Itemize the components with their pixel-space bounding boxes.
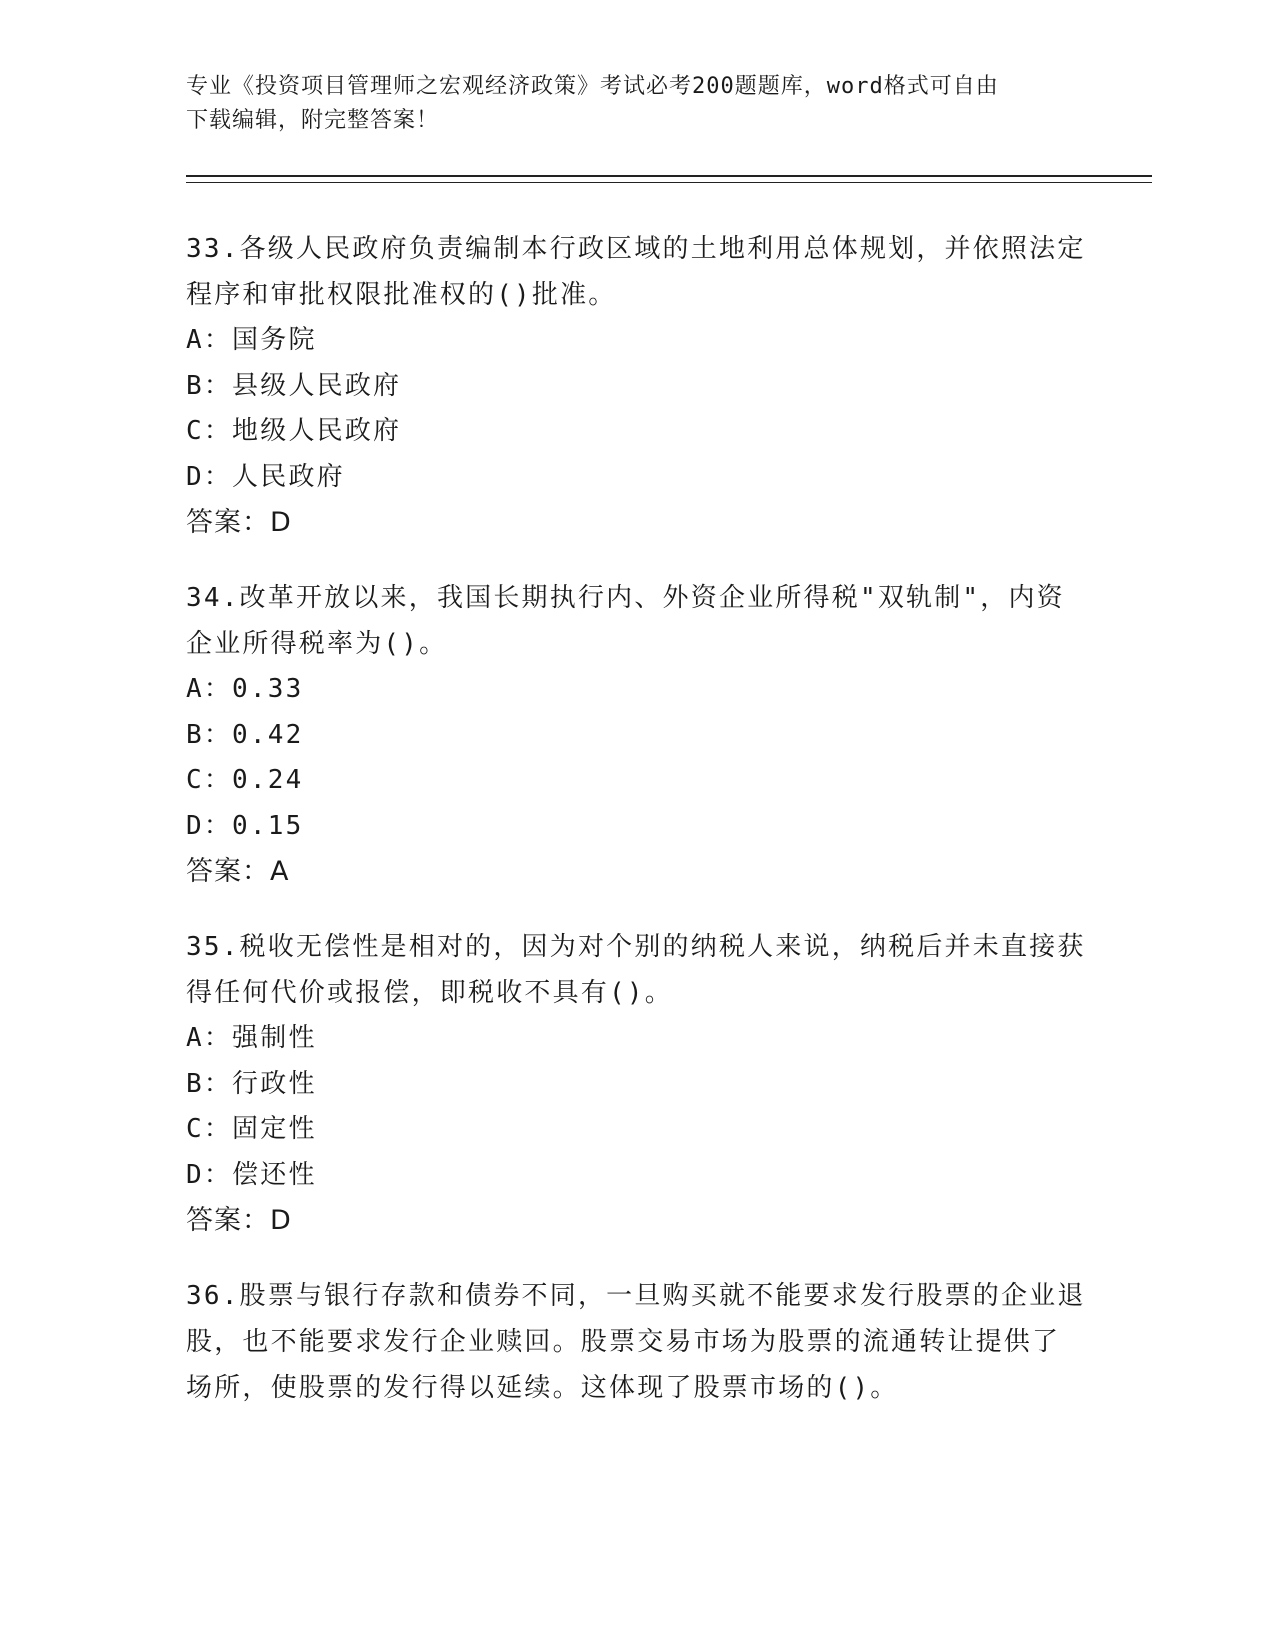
- question-33: [186, 226, 1086, 545]
- answer: 答案：D: [186, 507, 292, 538]
- question-text: 34.改革开放以来，我国长期执行内、外资企业所得税"双轨制"，内资企业所得税率为()。: [186, 583, 1065, 659]
- header-divider-thin: [186, 182, 1152, 183]
- option-b: B：行政性: [186, 1068, 317, 1099]
- option-d: D：偿还性: [186, 1159, 317, 1190]
- option-c: C：0.24: [186, 765, 304, 795]
- answer: 答案：A: [186, 856, 290, 887]
- option-a: A：0.33: [186, 674, 304, 704]
- question-text: 36.股票与银行存款和债券不同，一旦购买就不能要求发行股票的企业退股，也不能要求发行企业赎回。股票交易市场为股票的流通转让提供了场所，使股票的发行得以延续。这体现了股票市场的()。: [186, 1281, 1086, 1403]
- option-d: D：0.15: [186, 810, 304, 841]
- document-header: [186, 70, 1066, 138]
- header-line-1: 专业《投资项目管理师之宏观经济政策》考试必考200题题库，word格式可自由: [186, 74, 999, 99]
- header-divider-thick: [186, 175, 1152, 177]
- option-a: A：国务院: [186, 325, 317, 355]
- option-c: C：地级人民政府: [186, 416, 402, 446]
- answer: 答案：D: [186, 1205, 292, 1236]
- question-34: [186, 575, 1086, 894]
- header-line-2: 下载编辑，附完整答案！: [186, 108, 440, 133]
- option-b: B：0.42: [186, 719, 304, 750]
- option-b: B：县级人民政府: [186, 370, 402, 401]
- question-text: 35.税收无偿性是相对的，因为对个别的纳税人来说，纳税后并未直接获得任何代价或报偿，即税收不具有()。: [186, 932, 1086, 1008]
- question-35: [186, 924, 1086, 1243]
- option-d: D：人民政府: [186, 461, 345, 492]
- option-a: A：强制性: [186, 1023, 317, 1053]
- question-text: 33.各级人民政府负责编制本行政区域的土地利用总体规划，并依照法定程序和审批权限批准权的()批准。: [186, 234, 1086, 310]
- question-36: [186, 1273, 1086, 1411]
- option-c: C：固定性: [186, 1114, 317, 1144]
